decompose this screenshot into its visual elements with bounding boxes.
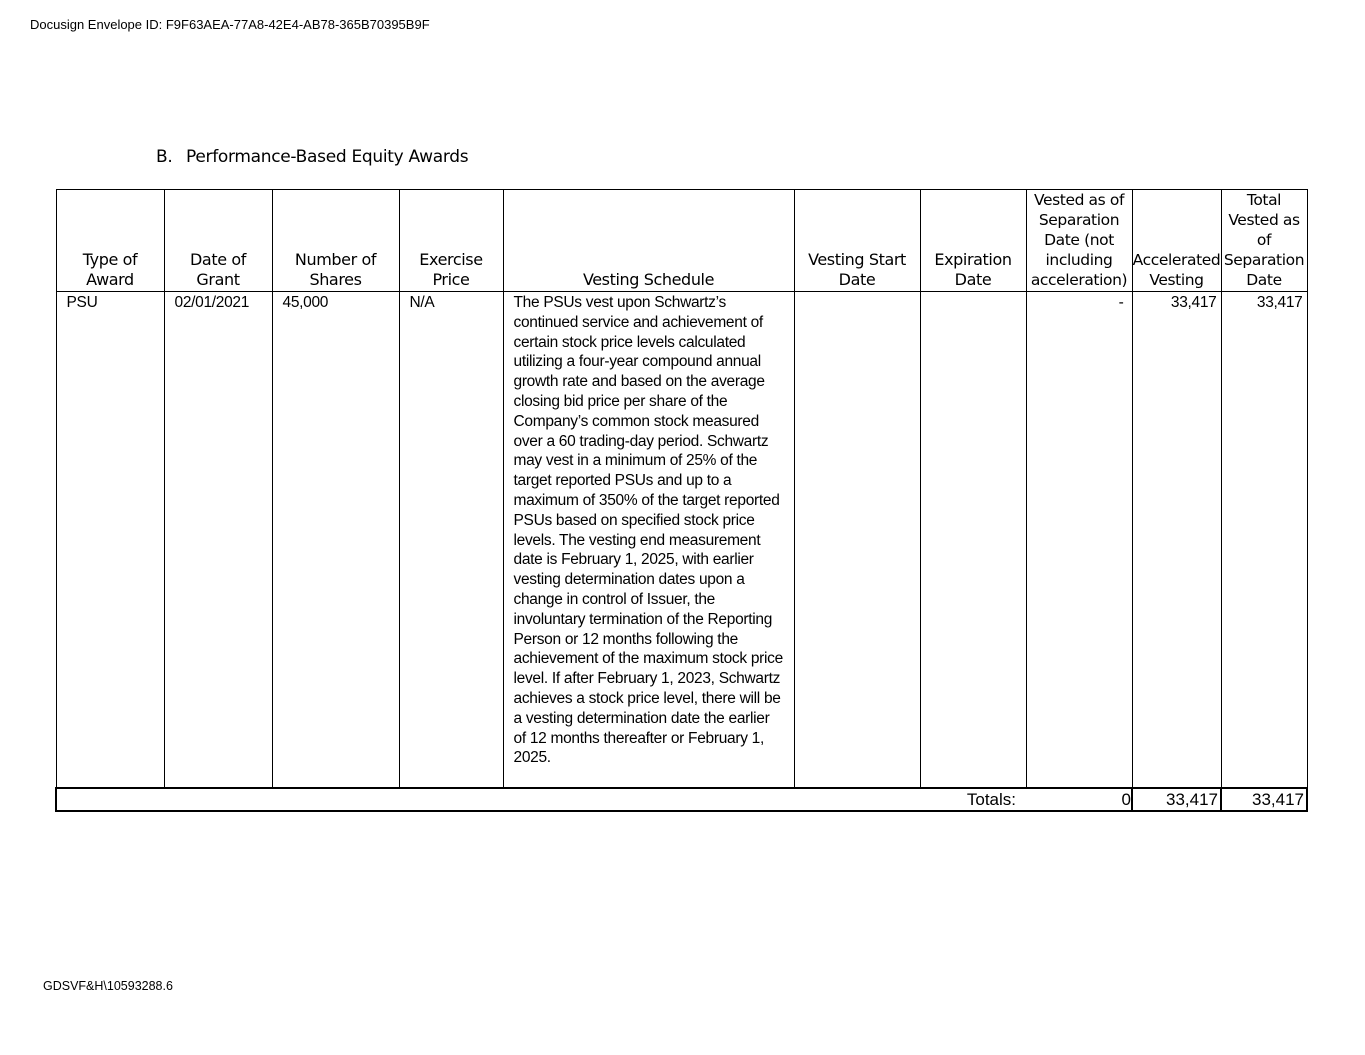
cell-vesting-start-date xyxy=(794,292,920,789)
section-title: Performance-Based Equity Awards xyxy=(186,147,469,167)
header-date-of-grant: Date of Grant xyxy=(164,190,272,292)
award-row xyxy=(56,292,1307,789)
header-expiration-date: Expiration Date xyxy=(920,190,1026,292)
header-vesting-start-date: Vesting Start Date xyxy=(794,190,920,292)
cell-number-of-shares: 45,000 xyxy=(272,292,399,789)
section-heading xyxy=(156,147,468,167)
cell-type-of-award: PSU xyxy=(56,292,164,789)
header-accelerated-vesting: Accelerated Vesting xyxy=(1132,190,1221,292)
header-total-vested: Total Vested as of Separation Date xyxy=(1221,190,1307,292)
header-exercise-price: Exercise Price xyxy=(399,190,503,292)
header-number-of-shares: Number of Shares xyxy=(272,190,399,292)
cell-expiration-date xyxy=(920,292,1026,789)
totals-row xyxy=(56,788,1307,811)
cell-vested-as-of-separation: - xyxy=(1026,292,1132,789)
cell-date-of-grant: 02/01/2021 xyxy=(164,292,272,789)
totals-label: Totals: xyxy=(56,788,1026,811)
cell-exercise-price: N/A xyxy=(399,292,503,789)
header-type-of-award: Type of Award xyxy=(56,190,164,292)
cell-vesting-schedule: The PSUs vest upon Schwartz’s continued service and achievement of certain stock price levels calculated utilizing a four-year compound annual growth rate and based on the average closing bid price per share of the Company’s common stock measured over a 60 trading-day period. Schwartz may vest in a minimum of 25% of the target reported PSUs and up to a maximum of 350% of the target reported PSUs based on specified stock price levels. The vesting end measurement date is February 1, 2025, with earlier vesting determination dates upon a change in control of Issuer, the involuntary termination of the Reporting Person or 12 months following the achievement of the maximum stock price level. If after February 1, 2023, Schwartz achieves a stock price level, there will be a vesting determination date the earlier of 12 months thereafter or February 1, 2025. xyxy=(503,292,794,789)
header-row xyxy=(56,190,1307,292)
envelope-id: Docusign Envelope ID: F9F63AEA-77A8-42E4-AB78-365B70395B9F xyxy=(30,17,430,32)
equity-awards-table xyxy=(55,189,1308,812)
totals-accelerated: 33,417 xyxy=(1132,788,1221,811)
header-vesting-schedule: Vesting Schedule xyxy=(503,190,794,292)
header-vested-as-of-separation: Vested as of Separation Date (not including acceleration) xyxy=(1026,190,1132,292)
totals-vested: 0 xyxy=(1026,788,1132,811)
cell-accelerated-vesting: 33,417 xyxy=(1132,292,1221,789)
cell-total-vested: 33,417 xyxy=(1221,292,1307,789)
document-footer-code: GDSVF&H\10593288.6 xyxy=(43,979,173,993)
section-letter: B. xyxy=(156,147,173,167)
totals-total-vested: 33,417 xyxy=(1221,788,1307,811)
